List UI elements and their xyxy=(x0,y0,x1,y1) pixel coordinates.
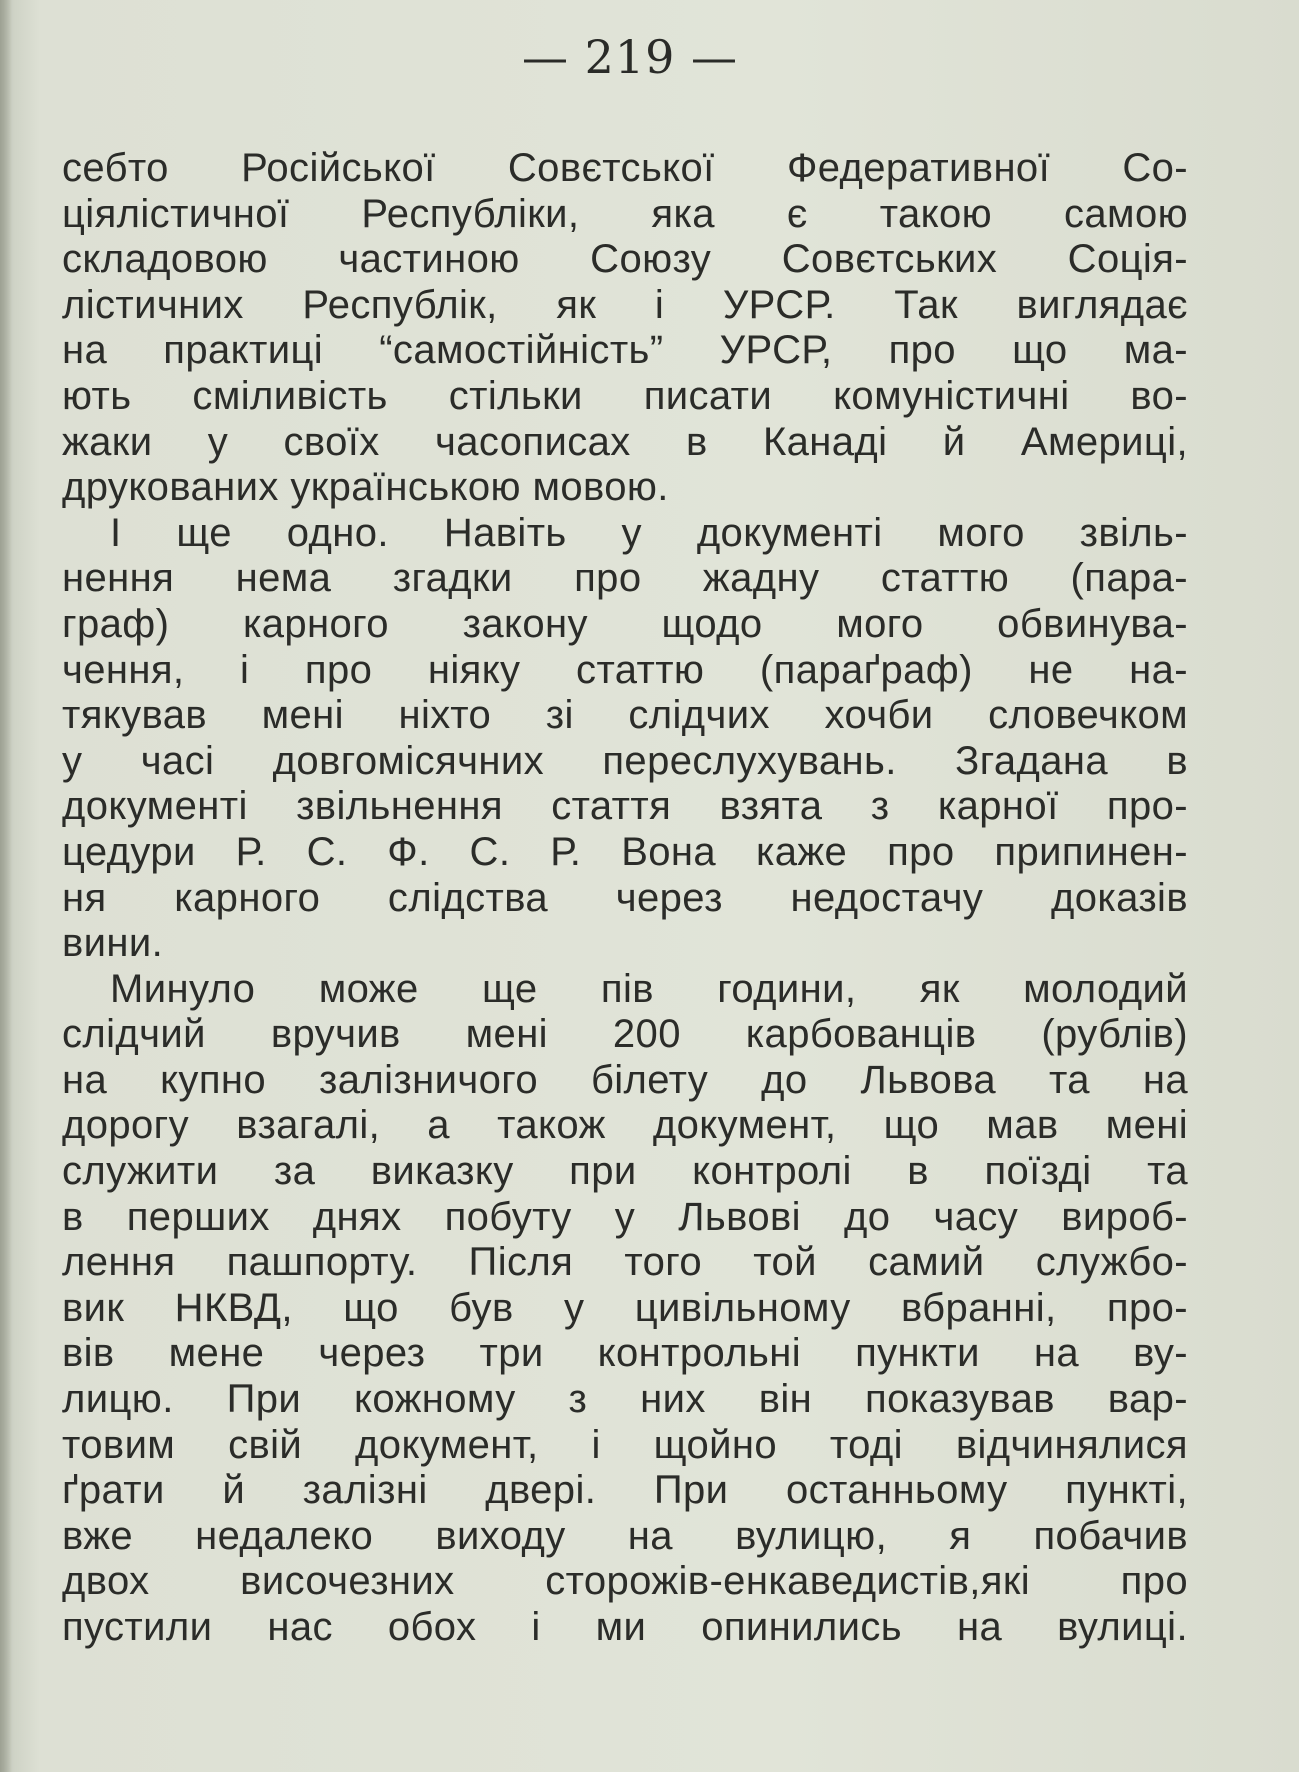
text-line: дорогу взагалі, а також документ, що мав мені xyxy=(62,1103,1188,1148)
text-line: слідчий вручив мені 200 карбованців (рублів) xyxy=(62,1012,1188,1057)
text-line: ють сміливість стільки писати комуністичні во- xyxy=(62,373,1188,418)
text-line: в перших днях побуту у Львові до часу вироб- xyxy=(62,1194,1188,1239)
text-line: себто Російської Совєтської Федеративної Со- xyxy=(62,146,1188,190)
text-line: тякував мені ніхто зі слідчих хочби словечком xyxy=(62,693,1188,738)
text-line: вже недалеко виходу на вулицю, я побачив xyxy=(62,1513,1188,1558)
text-line: вини. xyxy=(62,921,164,966)
body-text xyxy=(62,146,1188,1651)
text-line: вик НКВД, що був у цивільному вбранні, про- xyxy=(62,1285,1188,1330)
text-line: чення, і про ніяку статтю (параґраф) не на- xyxy=(62,647,1188,692)
text-line: у часі довгомісячних переслухувань. Згадана в xyxy=(62,738,1188,783)
text-line: вів мене через три контрольні пункти на ву- xyxy=(62,1331,1188,1376)
text-line: нення нема згадки про жадну статтю (пара- xyxy=(62,556,1188,601)
text-line: лістичних Республік, як і УРСР. Так виглядає xyxy=(62,282,1188,327)
text-line: документі звільнення стаття взята з карної про- xyxy=(62,784,1188,829)
spine-shadow xyxy=(0,0,12,1772)
text-line: ня карного слідства через недостачу доказів xyxy=(62,875,1188,920)
paragraph-start-line: І ще одно. Навіть у документі мого звіль- xyxy=(110,510,1188,555)
text-line: служити за виказку при контролі в поїзді та xyxy=(62,1149,1188,1194)
page-number: — 219 — xyxy=(521,30,739,84)
text-line: ціялістичної Республіки, яка є такою самою xyxy=(62,191,1188,236)
text-line: лицю. При кожному з них він показував вар- xyxy=(62,1377,1188,1422)
text-line: на купно залізничого білету до Львова та на xyxy=(62,1057,1188,1102)
text-line: друкованих українською мовою. xyxy=(62,465,669,510)
text-line: ґрати й залізні двері. При останньому пункті, xyxy=(62,1468,1188,1513)
text-line: товим свій документ, і щойно тоді відчинялися xyxy=(62,1422,1188,1467)
text-line: двох височезних сторожів-енкаведистів,які про xyxy=(62,1559,1188,1604)
paragraph-start-line: Минуло може ще пів години, як молодий xyxy=(110,966,1188,1011)
text-line: лення пашпорту. Після того той самий службо- xyxy=(62,1240,1188,1285)
text-line: жаки у своїх часописах в Канаді й Америці, xyxy=(62,419,1188,464)
text-line: пустили нас обох і ми опинились на вулиці. xyxy=(62,1605,1188,1649)
text-line: складовою частиною Союзу Совєтських Соція- xyxy=(62,237,1188,282)
text-line: граф) карного закону щодо мого обвинува- xyxy=(62,601,1188,646)
text-line: на практиці “самостійність” УРСР, про що ма- xyxy=(62,328,1188,373)
text-line: цедури Р. С. Ф. С. Р. Вона каже про припинен- xyxy=(62,829,1188,874)
